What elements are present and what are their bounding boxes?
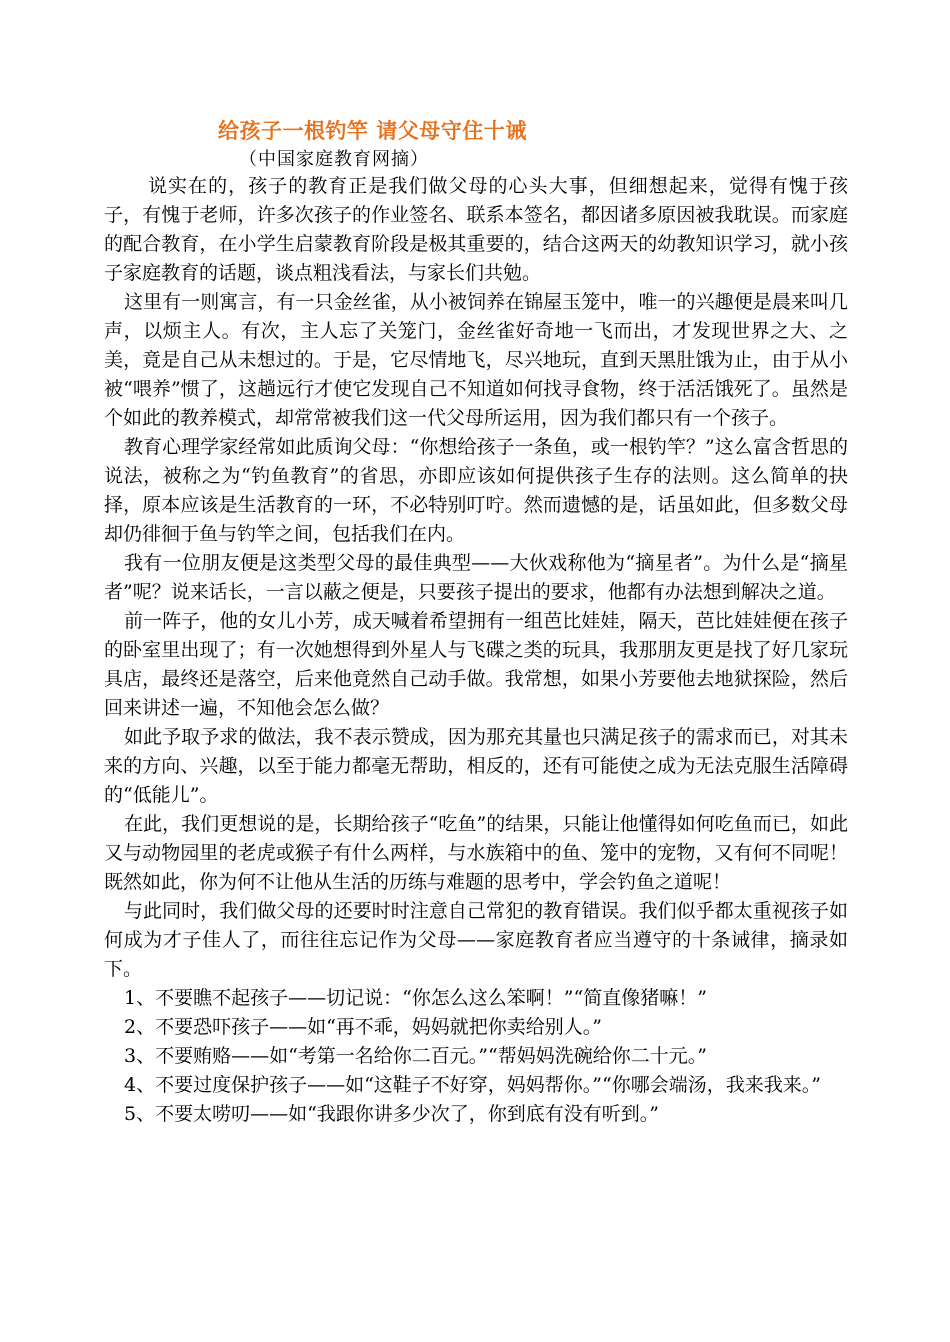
page-title: 给孩子一根钓竿 请父母守住十诫 bbox=[218, 119, 527, 143]
paragraph-7: 在此，我们更想说的是，长期给孩子“吃鱼”的结果，只能让他懂得如何吃鱼而已，如此又与动物园里的老虎或猴子有什么两样，与水族箱中的鱼、笼中的宠物，又有何不同呢！既然如此，你为何不让他从生活的历练与难题的思考中，学会钓鱼之道呢！ bbox=[104, 813, 848, 893]
paragraph-5: 前一阵子，他的女儿小芳，成天喊着希望拥有一组芭比娃娃，隔天，芭比娃娃便在孩子的卧室里出现了；有一次她想得到外星人与飞碟之类的玩具，我那朋友更是找了好几家玩具店，最终还是落空，后来他竟然自己动手做。我常想，如果小芳要他去地狱探险，然后回来讲述一遍，不知他会怎么做？ bbox=[104, 610, 848, 719]
paragraph-2: 这里有一则寓言，有一只金丝雀，从小被饲养在锦屋玉笼中，唯一的兴趣便是晨来叫几声，以烦主人。有次，主人忘了关笼门，金丝雀好奇地一飞而出，才发现世界之大、之美，竟是自己从未想过的。于是，它尽情地飞，尽兴地玩，直到天黑肚饿为止，由于从小被“喂养”惯了，这趟远行才使它发现自己不知道如何找寻食物，终于活活饿死了。虽然是个如此的教养模式，却常常被我们这一代父母所运用，因为我们都只有一个孩子。 bbox=[104, 291, 848, 429]
commandment-item: 1、不要瞧不起孩子——切记说：“你怎么这么笨啊！”“简直像猪嘛！” bbox=[124, 987, 707, 1009]
commandment-item: 2、不要恐吓孩子——如“再不乖，妈妈就把你卖给别人。” bbox=[124, 1016, 603, 1038]
commandment-item: 5、不要太唠叨——如“我跟你讲多少次了，你到底有没有听到。” bbox=[124, 1103, 660, 1125]
page-subtitle: （中国家庭教育网摘） bbox=[239, 149, 429, 170]
commandment-item: 4、不要过度保护孩子——如“这鞋子不好穿，妈妈帮你。”“你哪会端汤，我来我来。” bbox=[124, 1074, 821, 1096]
paragraph-6: 如此予取予求的做法，我不表示赞成，因为那充其量也只满足孩子的需求而已，对其未来的方向、兴趣，以至于能力都毫无帮助，相反的，还有可能使之成为无法克服生活障碍的“低能儿”。 bbox=[104, 726, 848, 806]
paragraph-3: 教育心理学家经常如此质询父母：“你想给孩子一条鱼，或一根钓竿？”这么富含哲思的说法，被称之为“钓鱼教育”的省思，亦即应该如何提供孩子生存的法则。这么简单的抉择，原本应该是生活教育的一环，不必特别叮咛。然而遗憾的是，话虽如此，但多数父母却仍徘徊于鱼与钓竿之间，包括我们在内。 bbox=[104, 436, 848, 545]
paragraph-8: 与此同时，我们做父母的还要时时注意自己常犯的教育错误。我们似乎都太重视孩子如何成为才子佳人了，而往往忘记作为父母——家庭教育者应当遵守的十条诫律，摘录如下。 bbox=[104, 900, 848, 980]
paragraph-4: 我有一位朋友便是这类型父母的最佳典型——大伙戏称他为“摘星者”。为什么是“摘星者”呢？说来话长，一言以蔽之便是，只要孩子提出的要求，他都有办法想到解决之道。 bbox=[104, 552, 848, 603]
article-body bbox=[104, 172, 848, 1129]
paragraph-1: 说实在的，孩子的教育正是我们做父母的心头大事，但细想起来，觉得有愧于孩子，有愧于老师，许多次孩子的作业签名、联系本签名，都因诸多原因被我耽误。而家庭的配合教育，在小学生启蒙教育阶段是极其重要的，结合这两天的幼教知识学习，就小孩子家庭教育的话题，谈点粗浅看法，与家长们共勉。 bbox=[104, 175, 848, 284]
commandment-item: 3、不要贿赂——如“考第一名给你二百元。”“帮妈妈洗碗给你二十元。” bbox=[124, 1045, 707, 1067]
